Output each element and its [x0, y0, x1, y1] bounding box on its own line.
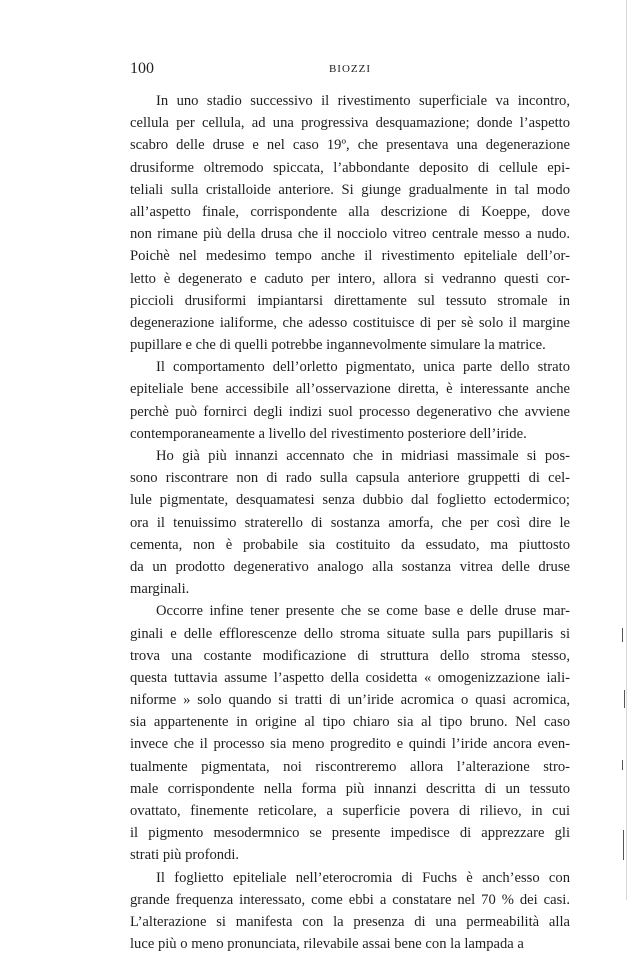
- text-line: Occorre infine tener presente che se come base e delle druse mar-: [156, 603, 570, 620]
- text-line: L’alterazione si manifesta con la presenza di una permeabilità alla: [130, 913, 570, 930]
- text-line: Poichè nel medesimo tempo anche il rivestimento epiteliale dell’or-: [130, 248, 570, 265]
- text-line: sono riscontrare non di rado sulla capsula anteriore gruppetti di cel-: [130, 470, 570, 487]
- text-line: tualmente pigmentata, noi riscontreremo allora l’alterazione stro-: [130, 758, 570, 775]
- text-line: epiteliale bene accessibile all’osservazione diretta, è interessante anche: [130, 381, 570, 398]
- page-number: 100: [130, 60, 154, 77]
- paragraph: [130, 90, 570, 356]
- text-line: ovattato, finemente reticolare, a superficie povera di rilievo, in cui: [130, 803, 570, 819]
- text-line: Il foglietto epiteliale nell’eterocromia di Fuchs è anch’esso con: [156, 869, 570, 886]
- text-line: questa tuttavia assume l’aspetto della cosidetta « omogenizzazione iali-: [130, 669, 570, 686]
- text-line: luce più o meno pronunciata, rilevabile assai bene con la lampada a: [130, 936, 524, 953]
- text-line: ora il tenuissimo straterello di sostanza amorfa, che per così dire le: [130, 514, 570, 531]
- text-line: trova una costante modificazione di struttura dello stroma stesso,: [130, 647, 570, 664]
- paragraph: [130, 445, 570, 600]
- text-line: da un prodotto degenerativo analogo alla sostanza vitrea delle druse: [130, 558, 570, 575]
- text-line: degenerazione ialiforme, che adesso costituisce di per sè solo il margine: [130, 314, 570, 331]
- paragraph: [130, 356, 570, 445]
- text-line: pupillare e che di quelli potrebbe ingannevolmente simulare la matrice.: [130, 337, 546, 354]
- text-line: Ho già più innanzi accennato che in midriasi massimale si pos-: [156, 448, 570, 464]
- paragraph: [130, 867, 570, 955]
- text-line: cementa, non è probabile sia costituito da essudato, ma piuttosto: [130, 536, 570, 553]
- text-line: In uno stadio successivo il rivestimento superficiale va incontro,: [156, 93, 570, 109]
- text-line: letto è degenerato e caduto per intero, allora si vedranno questi cor-: [130, 270, 570, 287]
- text-line: teliali sulla cristalloide anteriore. Si giunge gradualmente in tal modo: [130, 181, 570, 198]
- text-line: sia appartenente in origine al tipo chiaro sia al tipo bruno. Nel caso: [130, 714, 570, 731]
- text-line: Il comportamento dell’orletto pigmentato, unica parte dello strato: [156, 359, 570, 376]
- text-line: il pigmento mesodermnico se presente impedisce di apprezzare gli: [130, 825, 570, 842]
- text-line: invece che il processo sia meno progredito e quindi l’iride ancora even-: [130, 736, 570, 753]
- margin-mark: [622, 760, 623, 770]
- margin-mark: [623, 830, 624, 860]
- page-header: [130, 60, 570, 80]
- text-line: lule pigmentate, desquamatesi senza dubbio dal foglietto ectodermico;: [130, 492, 570, 509]
- body-text: [130, 90, 570, 955]
- text-line: grande frequenza interessato, come ebbi a constatare nel 70 % dei casi.: [130, 891, 570, 908]
- text-line: scabro delle druse e nel caso 19º, che presentava una degenerazione: [130, 137, 570, 154]
- text-line: strati più profondi.: [130, 847, 240, 864]
- text-line: marginali.: [130, 581, 190, 598]
- text-line: all’aspetto finale, corrispondente alla descrizione di Koeppe, dove: [130, 203, 570, 220]
- text-line: drusiforme oltremodo spiccata, l’abbondante deposito di cellule epi-: [130, 159, 570, 176]
- running-head: BIOZZI: [328, 63, 372, 75]
- text-line: non rimane più della drusa che il nocciolo vitreo centrale messo a nudo.: [130, 226, 570, 243]
- text-line: contemporaneamente a livello del rivestimento posteriore dell’iride.: [130, 425, 527, 442]
- margin-mark: [622, 628, 623, 642]
- text-line: male corrispondente nella forma più innanzi descritta di un tessuto: [130, 780, 570, 797]
- scan-edge: [626, 0, 627, 900]
- text-line: perchè può fornirci degli indizi suol processo degenerativo che avviene: [130, 403, 570, 420]
- text-line: cellula per cellula, ad una progressiva desquamazione; donde l’aspetto: [130, 115, 570, 132]
- margin-mark: [624, 690, 625, 708]
- paragraph: [130, 600, 570, 866]
- text-line: piccioli drusiformi impiantarsi direttamente sul tessuto stromale in: [130, 292, 570, 309]
- text-line: ginali e delle efflorescenze dello stroma situate sulla pars pupillaris si: [130, 625, 570, 642]
- text-line: niforme » solo quando si tratti di un’iride acromica o quasi acromica,: [130, 692, 570, 709]
